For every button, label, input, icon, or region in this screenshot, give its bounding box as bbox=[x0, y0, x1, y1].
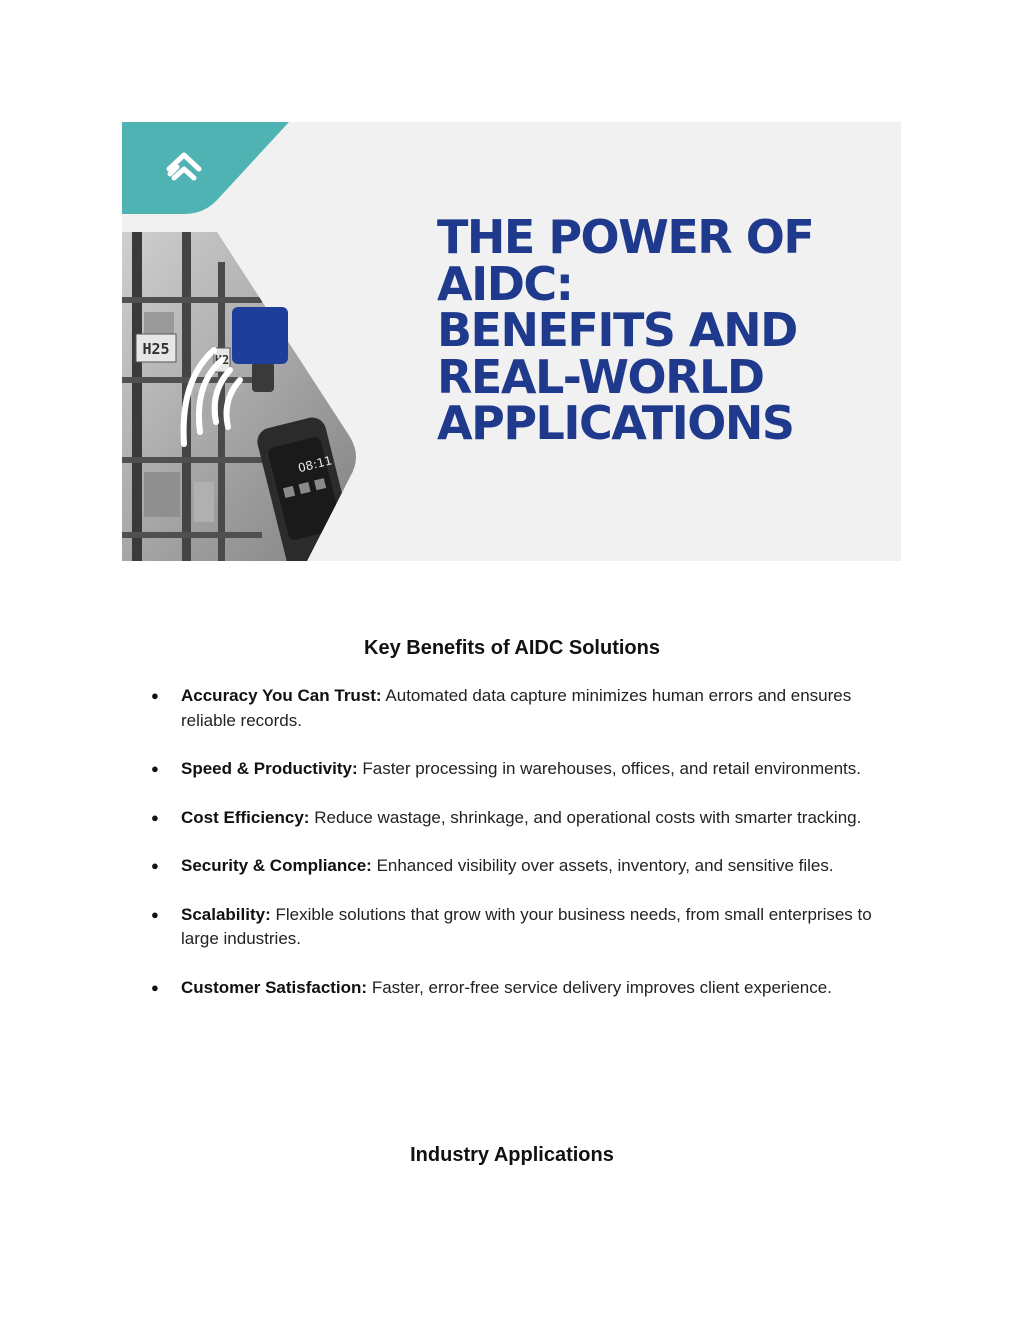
benefit-text: Automated data capture minimizes human errors and ensures reliable records. bbox=[181, 686, 852, 730]
bullet-icon: ● bbox=[151, 979, 159, 995]
benefit-text: Enhanced visibility over assets, inventory, and sensitive files. bbox=[376, 856, 834, 875]
list-item bbox=[150, 757, 890, 782]
list-item bbox=[150, 976, 890, 1001]
banner-title-line: THE POWER OF bbox=[437, 210, 814, 264]
list-item bbox=[150, 806, 890, 831]
benefit-text: Faster, error-free service delivery improves client experience. bbox=[371, 977, 832, 997]
bullet-icon: ● bbox=[151, 688, 159, 703]
key-benefits-heading: Key Benefits of AIDC Solutions bbox=[364, 637, 660, 659]
industry-applications-heading: Industry Applications bbox=[410, 1144, 614, 1166]
benefit-term: Customer Satisfaction: bbox=[181, 977, 368, 997]
benefit-text: Flexible solutions that grow with your business needs, from small enterprises to large industries. bbox=[181, 904, 872, 948]
rack-label-h25: H25 bbox=[142, 340, 170, 358]
device-time: 08:11 bbox=[296, 453, 334, 476]
bullet-icon: ● bbox=[151, 906, 159, 922]
benefit-text: Faster processing in warehouses, offices, and retail environments. bbox=[362, 759, 861, 778]
banner-title-line: REAL-WORLD bbox=[437, 349, 764, 404]
benefit-term: Speed & Productivity: bbox=[181, 759, 358, 778]
banner-title-line: APPLICATIONS bbox=[437, 396, 794, 450]
list-item bbox=[150, 903, 890, 952]
rfid-tag-icon bbox=[232, 307, 288, 364]
banner-title bbox=[437, 210, 877, 450]
teal-corner-shape bbox=[122, 122, 289, 214]
list-item bbox=[150, 684, 890, 733]
warehouse-photo bbox=[122, 232, 382, 561]
benefit-term: Cost Efficiency: bbox=[181, 807, 310, 827]
rack-label-h2: H2 bbox=[214, 353, 230, 367]
bullet-icon: ● bbox=[151, 809, 159, 825]
bullet-icon: ● bbox=[151, 761, 159, 776]
bullet-icon: ● bbox=[151, 858, 159, 873]
benefits-list bbox=[150, 684, 890, 1024]
banner-title-line: AIDC: bbox=[437, 256, 573, 311]
hero-banner bbox=[122, 122, 901, 561]
banner-title-line: BENEFITS AND bbox=[437, 303, 797, 357]
list-item bbox=[150, 854, 890, 879]
benefit-text: Reduce wastage, shrinkage, and operational costs with smarter tracking. bbox=[314, 807, 862, 827]
benefit-term: Scalability: bbox=[181, 904, 271, 924]
benefit-term: Accuracy You Can Trust: bbox=[181, 686, 382, 705]
benefit-term: Security & Compliance: bbox=[181, 856, 372, 875]
